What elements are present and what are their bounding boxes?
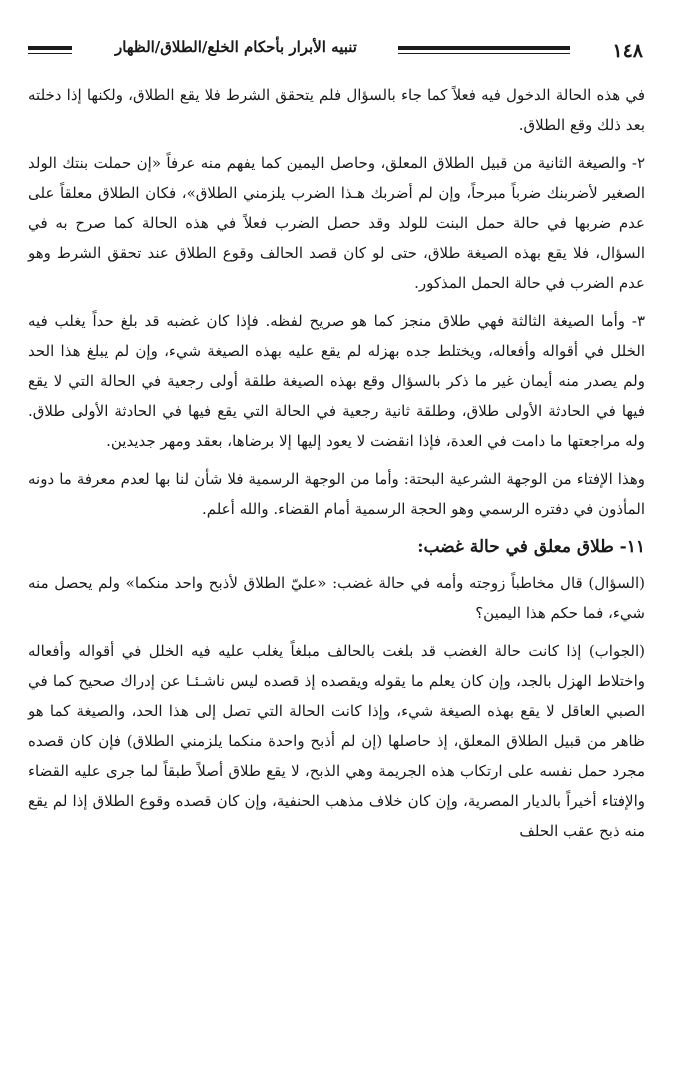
section-heading: ١١- طلاق معلق في حالة غضب: xyxy=(417,537,645,557)
header-rule-left xyxy=(28,46,72,50)
question-paragraph: (السؤال) قال مخاطباً زوجته وأمه في حالة غضب: «عليّ الطلاق لأذبح واحد منكما» ولم يحصل منه شيء، فما حكم هذا اليمين؟ xyxy=(28,574,645,622)
paragraph-1: في هذه الحالة الدخول فيه فعلاً كما جاء بالسؤال فلم يتحقق الشرط فلا يقع الطلاق، ولكنها إذا دخلته بعد ذلك وقع الطلاق. xyxy=(28,86,645,134)
paragraph-2: ٢- والصيغة الثانية من قبيل الطلاق المعلق، وحاصل اليمين كما يفهم منه عرفاً «إن حملت بنتك الولد الصغير لأضربنك ضرباً مبرحاً، وإن لم أضربك هـذا الضرب يلزمني الطلاق»، فكان الطلاق معلقاً على عدم ضربها في حالة حمل البنت للولد وقد حصل الضرب فعلاً في هذه الحالة كما صرح به في السؤال، فلا يقع بهذه الصيغة طلاق، حتى لو كان قصد الحالف وقوع الطلاق عند تحقق الشرط وهو عدم الضرب في حالة الحمل المذكور. xyxy=(28,154,645,292)
paragraph-3: ٣- وأما الصيغة الثالثة فهي طلاق منجز كما هو صريح لفظه. فإذا كان غضبه قد بلغ حداً يغلب فيه الخلل في أقواله وأفعاله، ويختلط جده بهزله لم يقع عليه بهذه الصيغة شيء، وإن لم يبلغ هذا الحد ولم يصدر منه أيمان غير ما ذكر بالسؤال وقع بهذه الصيغة طلقة أولى رجعية في الحالة التي لا يقع فيها في الحادثة الأولى طلاق، وطلقة ثانية رجعية في الحالة التي يقع فيها في الحادثة الأولى طلاق. وله مراجعتها ما دامت في العدة، فإذا انقضت لا يعود إليها إلا برضاها، بعقد ومهر جديدين. xyxy=(28,312,645,450)
header-rule-right xyxy=(398,46,570,50)
paragraph-4: وهذا الإفتاء من الوجهة الشرعية البحتة: وأما من الوجهة الرسمية فلا شأن لنا بها لعدم معرفة ما دونه المأذون في دفتره الرسمي وهو الحجة الرسمية أمام القضاء. والله أعلم. xyxy=(28,470,645,518)
page-body xyxy=(28,80,645,854)
running-title: تنبيه الأبرار بأحكام الخلع/الطلاق/الظهار xyxy=(115,38,357,56)
page-header xyxy=(28,22,645,72)
answer-paragraph: (الجواب) إذا كانت حالة الغضب قد بلغت بالحالف مبلغاً يغلب عليه فيه الخلل في أقواله وأفعاله واختلاط الهزل بالجد، وإن كان يعلم ما يقوله ويقصده إذ قصده ليس ناشـئـا عن إدراك صحيح كما في الصبي العاقل لا يقع بهذه الصيغة شيء، وإذا كانت الحالة التي تصل إلى هذا الحد، والصيغة كما هو ظاهر من قبيل الطلاق المعلق، إذ حاصلها (إن لم أذبح واحدة منكما يلزمني الطلاق) فإن كان قصده مجرد حمل نفسه على ارتكاب هذه الجريمة وهي الذبح، لا يقع طلاق أصلاً طبقاً لما جرى عليه القضاء والإفتاء أخيراً بالديار المصرية، وإن كان خلاف مذهب الحنفية، وإن كان قصده وقوع الطلاق إذا لم يقع منه ذبح عقب الحلف xyxy=(28,642,645,840)
page-number: ١٤٨ xyxy=(612,40,643,62)
